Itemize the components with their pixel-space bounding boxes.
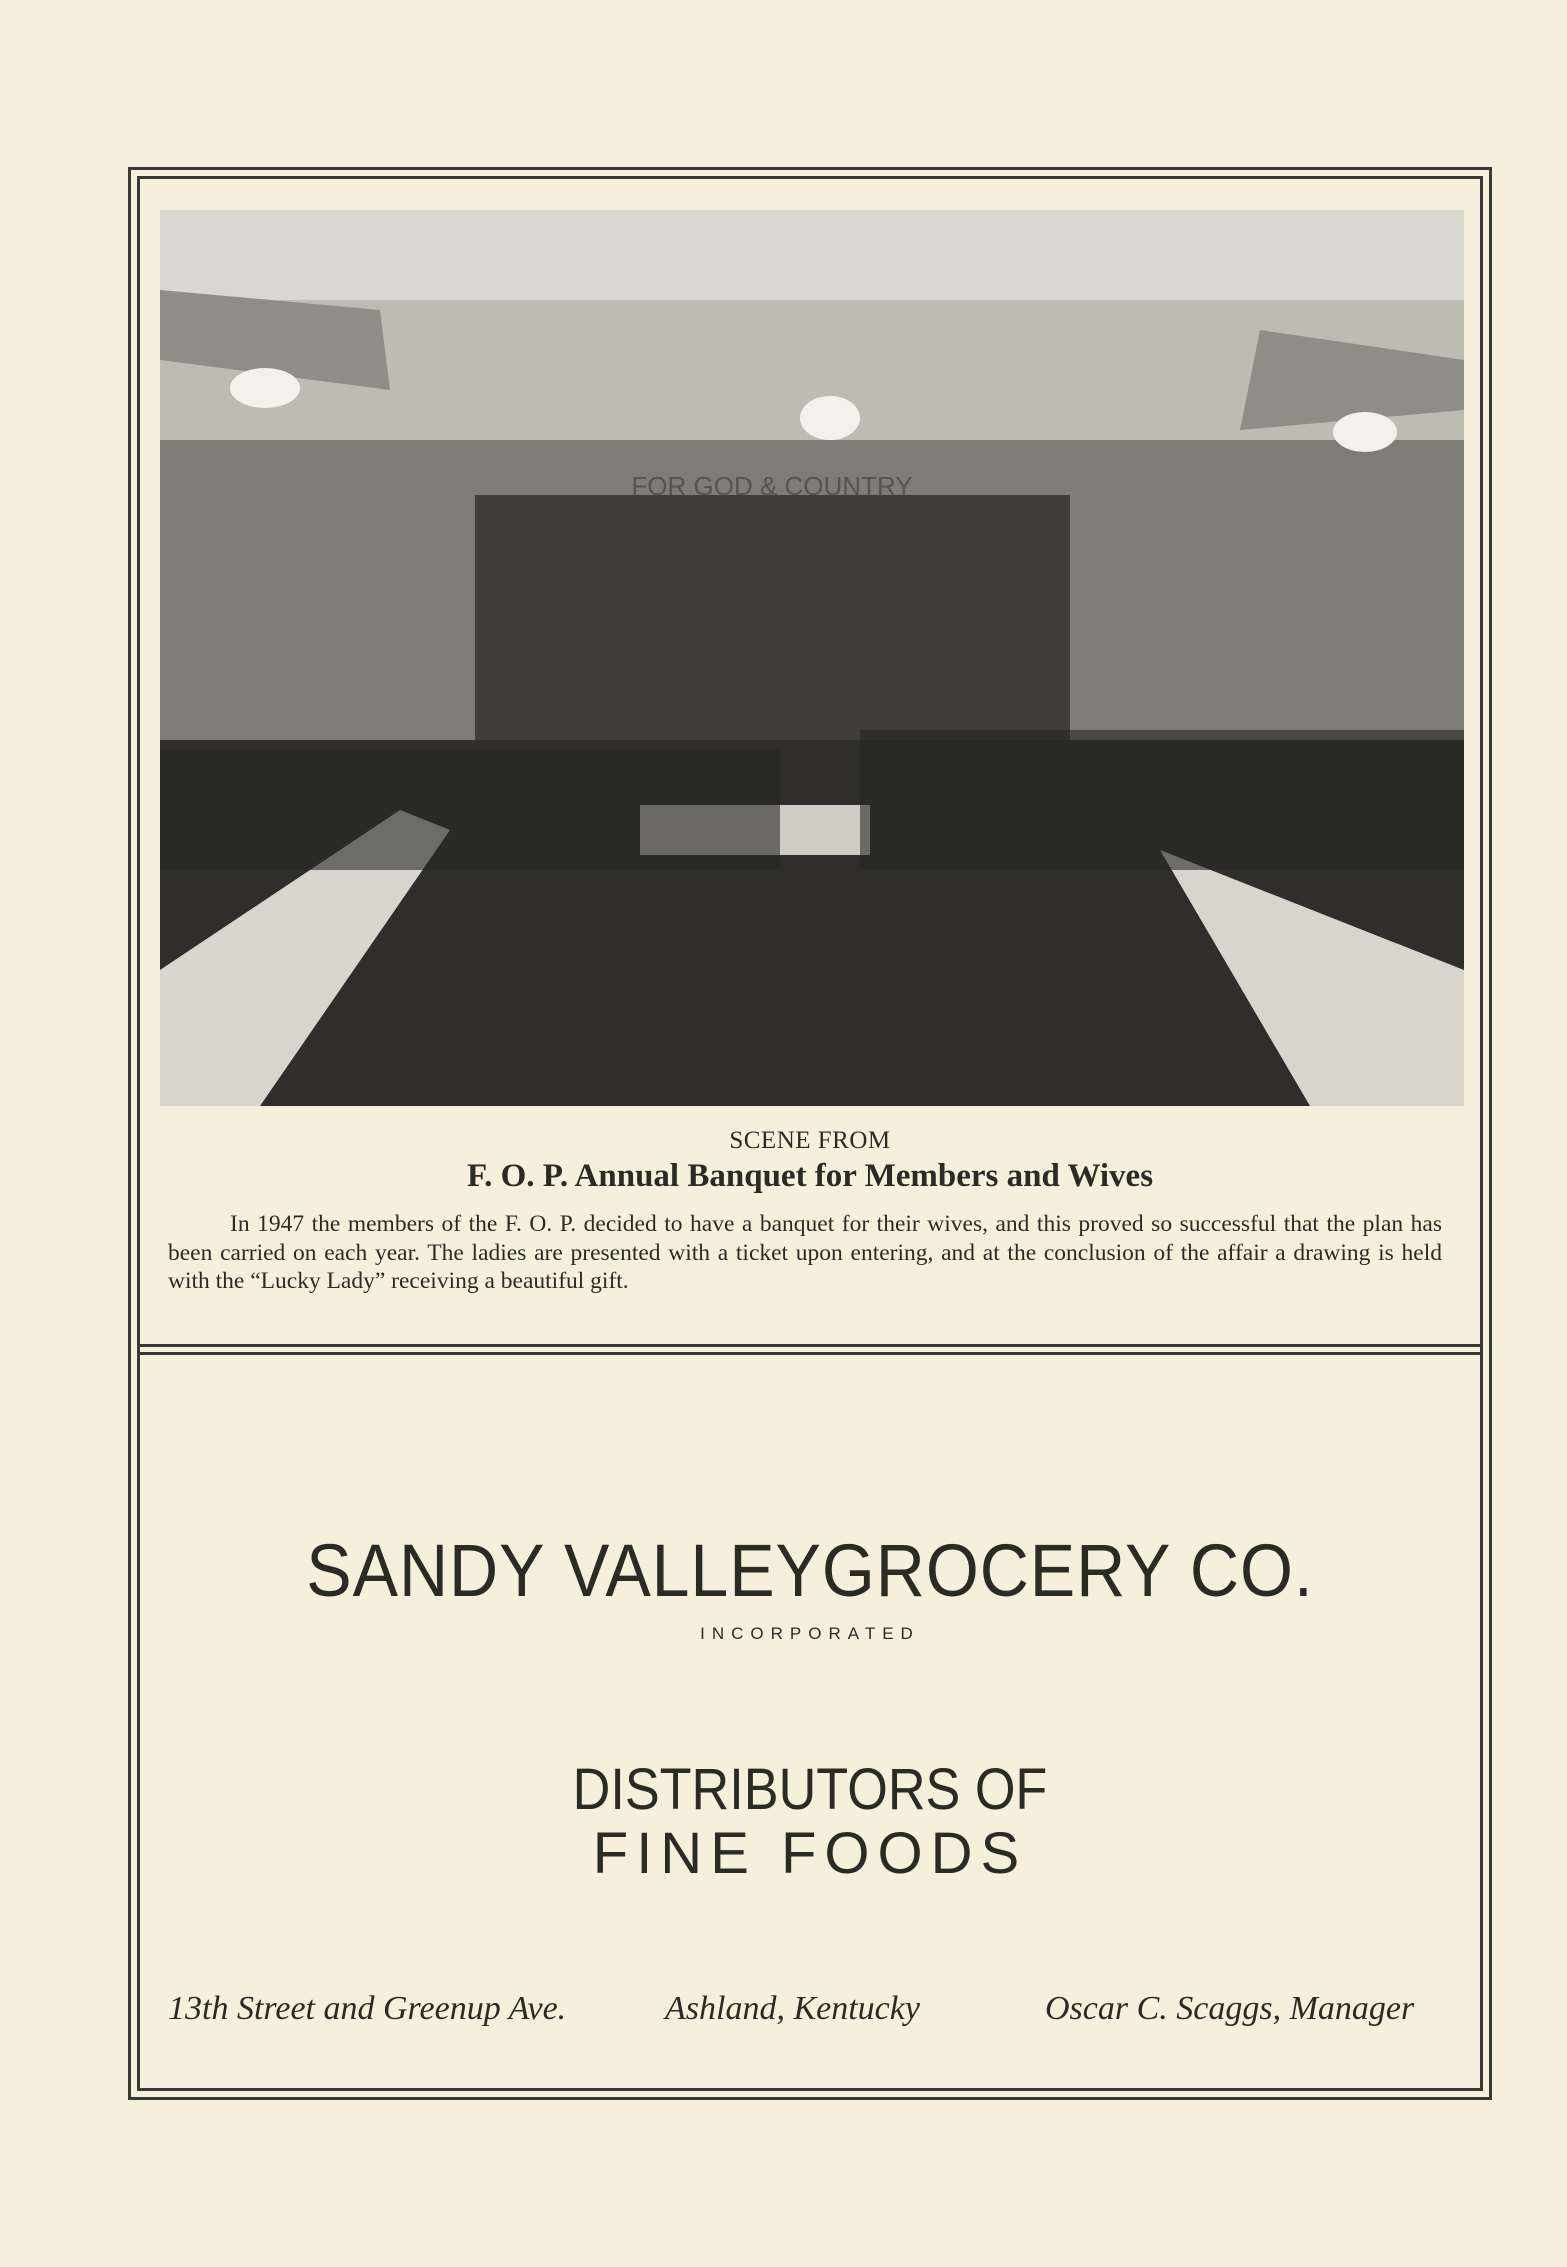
city: Ashland, Kentucky [665,1990,920,2027]
outer-border-bottom [128,2097,1492,2100]
tagline-line-1: DISTRIBUTORS OF [572,1757,1048,1822]
section-divider [137,1352,1483,1355]
caption-title: F. O. P. Annual Banquet for Members and Wives [466,1158,1154,1194]
tagline-line-2: FINE FOODS [592,1821,1028,1886]
incorporated-label: INCORPORATED [700,1624,920,1643]
caption-body: In 1947 the members of the F. O. P. decided to have a banquet for their wives, and this proved so successful that the plan has been carried on each year. The ladies are presented with a ticket upon entering, and at the conclusion of the affair a drawing is held with the “Lucky Lady” receiving a beautiful gift. [168,1211,1442,1294]
company-name: SANDY VALLEYGROCERY CO. [306,1529,1314,1612]
outer-border-top [128,167,1492,170]
address: 13th Street and Greenup Ave. [168,1990,567,2027]
section-divider [137,1344,1483,1347]
sign-text: FOR GOD & COUNTRY [631,471,913,501]
outer-border-right [1489,167,1492,2100]
banquet-photo [160,210,1464,1106]
caption-kicker: SCENE FROM [729,1127,891,1154]
outer-border-left [128,167,131,2100]
manager: Oscar C. Scaggs, Manager [1045,1990,1415,2027]
inner-border-bottom [137,2088,1483,2091]
inner-border-right [1480,176,1483,2091]
inner-border-top [137,176,1483,179]
